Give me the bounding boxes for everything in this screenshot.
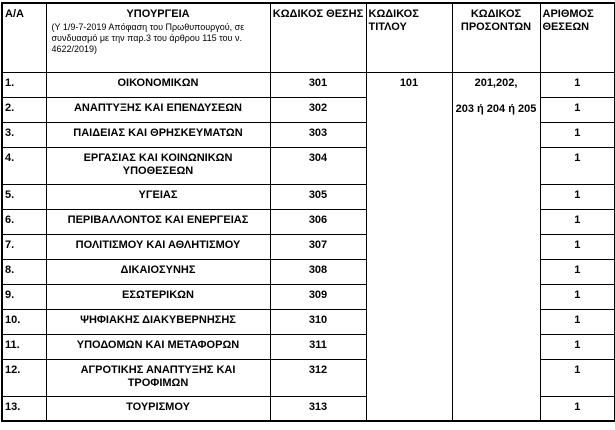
cell-positions-count: 1 bbox=[540, 259, 615, 284]
cell-ministry-name bbox=[46, 184, 270, 209]
header-index bbox=[2, 3, 46, 72]
header-position-code-label: ΚΩΔΙΚΟΣ ΘΕΣΗΣ bbox=[272, 8, 364, 20]
table-body bbox=[2, 72, 615, 421]
cell-row-index: 2. bbox=[2, 97, 46, 122]
cell-ministry-name bbox=[46, 72, 270, 97]
header-positions-count-label: ΑΡΙΘΜΟΣ ΘΕΣΕΩΝ bbox=[542, 8, 594, 33]
cell-position-code: 308 bbox=[270, 259, 366, 284]
cell-ministry-name bbox=[46, 396, 270, 421]
cell-position-code: 307 bbox=[270, 234, 366, 259]
cell-position-code: 302 bbox=[270, 97, 366, 122]
ministry-name-text: ΠΑΙΔΕΙΑΣ ΚΑΙ ΘΡΗΣΚΕΥΜΑΤΩΝ bbox=[73, 126, 243, 139]
cell-ministry-name bbox=[46, 97, 270, 122]
header-position-code bbox=[270, 3, 366, 72]
cell-positions-count: 1 bbox=[540, 359, 615, 396]
cell-row-index: 8. bbox=[2, 259, 46, 284]
ministry-name-text: ΥΓΕΙΑΣ bbox=[138, 188, 178, 201]
cell-positions-count: 1 bbox=[540, 284, 615, 309]
cell-row-index: 13. bbox=[2, 396, 46, 421]
cell-row-index: 11. bbox=[2, 334, 46, 359]
header-title-code-label: ΚΩΔΙΚΟΣ ΤΙΤΛΟΥ bbox=[368, 8, 419, 33]
ministry-name-text: ΕΣΩΤΕΡΙΚΩΝ bbox=[122, 288, 194, 301]
cell-positions-count: 1 bbox=[540, 334, 615, 359]
ministry-name-text: ΑΝΑΠΤΥΞΗΣ ΚΑΙ ΕΠΕΝΔΥΣΕΩΝ bbox=[73, 101, 243, 114]
ministry-name-text: ΠΕΡΙΒΑΛΛΟΝΤΟΣ ΚΑΙ ΕΝΕΡΓΕΙΑΣ bbox=[67, 213, 249, 226]
header-positions-count bbox=[540, 3, 615, 72]
cell-position-code: 312 bbox=[270, 359, 366, 396]
qualifications-text bbox=[455, 77, 537, 116]
ministry-name-text: ΟΙΚΟΝΟΜΙΚΩΝ bbox=[117, 76, 199, 89]
cell-position-code: 305 bbox=[270, 184, 366, 209]
header-row bbox=[2, 3, 615, 72]
cell-position-code: 311 bbox=[270, 334, 366, 359]
cell-position-code: 306 bbox=[270, 209, 366, 234]
cell-ministry-name bbox=[46, 359, 270, 396]
cell-ministry-name bbox=[46, 209, 270, 234]
merged-title-code-cell: 101 bbox=[366, 72, 452, 421]
ministry-name-text: ΥΠΟΔΟΜΩΝ ΚΑΙ ΜΕΤΑΦΟΡΩΝ bbox=[76, 338, 240, 351]
ministry-name-text: ΨΗΦΙΑΚΗΣ ΔΙΑΚΥΒΕΡΝΗΣΗΣ bbox=[80, 313, 236, 326]
cell-positions-count: 1 bbox=[540, 184, 615, 209]
cell-position-code: 313 bbox=[270, 396, 366, 421]
cell-positions-count: 1 bbox=[540, 309, 615, 334]
cell-row-index: 10. bbox=[2, 309, 46, 334]
cell-position-code: 303 bbox=[270, 122, 366, 147]
cell-row-index: 3. bbox=[2, 122, 46, 147]
header-title-code bbox=[366, 3, 452, 72]
header-ministries-label: ΥΠΟΥΡΓΕΙΑ bbox=[126, 8, 190, 20]
cell-row-index: 9. bbox=[2, 284, 46, 309]
cell-row-index: 7. bbox=[2, 234, 46, 259]
table-row bbox=[2, 72, 615, 97]
cell-position-code: 309 bbox=[270, 284, 366, 309]
header-qualifications-code bbox=[452, 3, 540, 72]
header-index-label: Α/Α bbox=[5, 8, 24, 20]
cell-positions-count: 1 bbox=[540, 209, 615, 234]
cell-ministry-name bbox=[46, 259, 270, 284]
cell-positions-count: 1 bbox=[540, 396, 615, 421]
ministry-name-text: ΔΙΚΑΙΟΣΥΝΗΣ bbox=[120, 263, 196, 276]
cell-ministry-name bbox=[46, 122, 270, 147]
cell-row-index: 5. bbox=[2, 184, 46, 209]
ministry-name-text: ΤΟΥΡΙΣΜΟΥ bbox=[126, 400, 190, 413]
cell-ministry-name bbox=[46, 147, 270, 184]
cell-ministry-name bbox=[46, 234, 270, 259]
cell-position-code: 310 bbox=[270, 309, 366, 334]
qualifications-line2: 203 ή 204 ή 205 bbox=[455, 102, 537, 115]
merged-qualifications-cell bbox=[452, 72, 540, 421]
cell-row-index: 1. bbox=[2, 72, 46, 97]
cell-ministry-name bbox=[46, 309, 270, 334]
ministries-positions-table bbox=[1, 2, 615, 422]
cell-position-code: 304 bbox=[270, 147, 366, 184]
header-qualifications-code-label: ΚΩΔΙΚΟΣ ΠΡΟΣΟΝΤΩΝ bbox=[460, 8, 532, 33]
ministry-name-text: ΑΓΡΟΤΙΚΗΣ ΑΝΑΠΤΥΞΗΣ ΚΑΙ ΤΡΟΦΙΜΩΝ bbox=[80, 363, 236, 389]
qualifications-line1: 201,202, bbox=[474, 76, 518, 89]
cell-positions-count: 1 bbox=[540, 234, 615, 259]
cell-row-index: 12. bbox=[2, 359, 46, 396]
cell-ministry-name bbox=[46, 334, 270, 359]
ministry-name-text: ΕΡΓΑΣΙΑΣ ΚΑΙ ΚΟΙΝΩΝΙΚΩΝ ΥΠΟΘΕΣΕΩΝ bbox=[83, 151, 233, 177]
cell-positions-count: 1 bbox=[540, 122, 615, 147]
header-ministries bbox=[46, 3, 270, 72]
cell-ministry-name bbox=[46, 284, 270, 309]
cell-position-code: 301 bbox=[270, 72, 366, 97]
cell-row-index: 4. bbox=[2, 147, 46, 184]
cell-positions-count: 1 bbox=[540, 72, 615, 97]
cell-positions-count: 1 bbox=[540, 147, 615, 184]
header-ministries-note: (Υ 1/9-7-2019 Απόφαση του Πρωθυπουργού, σε συνδυασμό με την παρ.3 του άρθρου 115 του ν. 4622/2019) bbox=[51, 22, 245, 54]
cell-row-index: 6. bbox=[2, 209, 46, 234]
cell-positions-count: 1 bbox=[540, 97, 615, 122]
ministry-name-text: ΠΟΛΙΤΙΣΜΟΥ ΚΑΙ ΑΘΛΗΤΙΣΜΟΥ bbox=[75, 238, 241, 251]
